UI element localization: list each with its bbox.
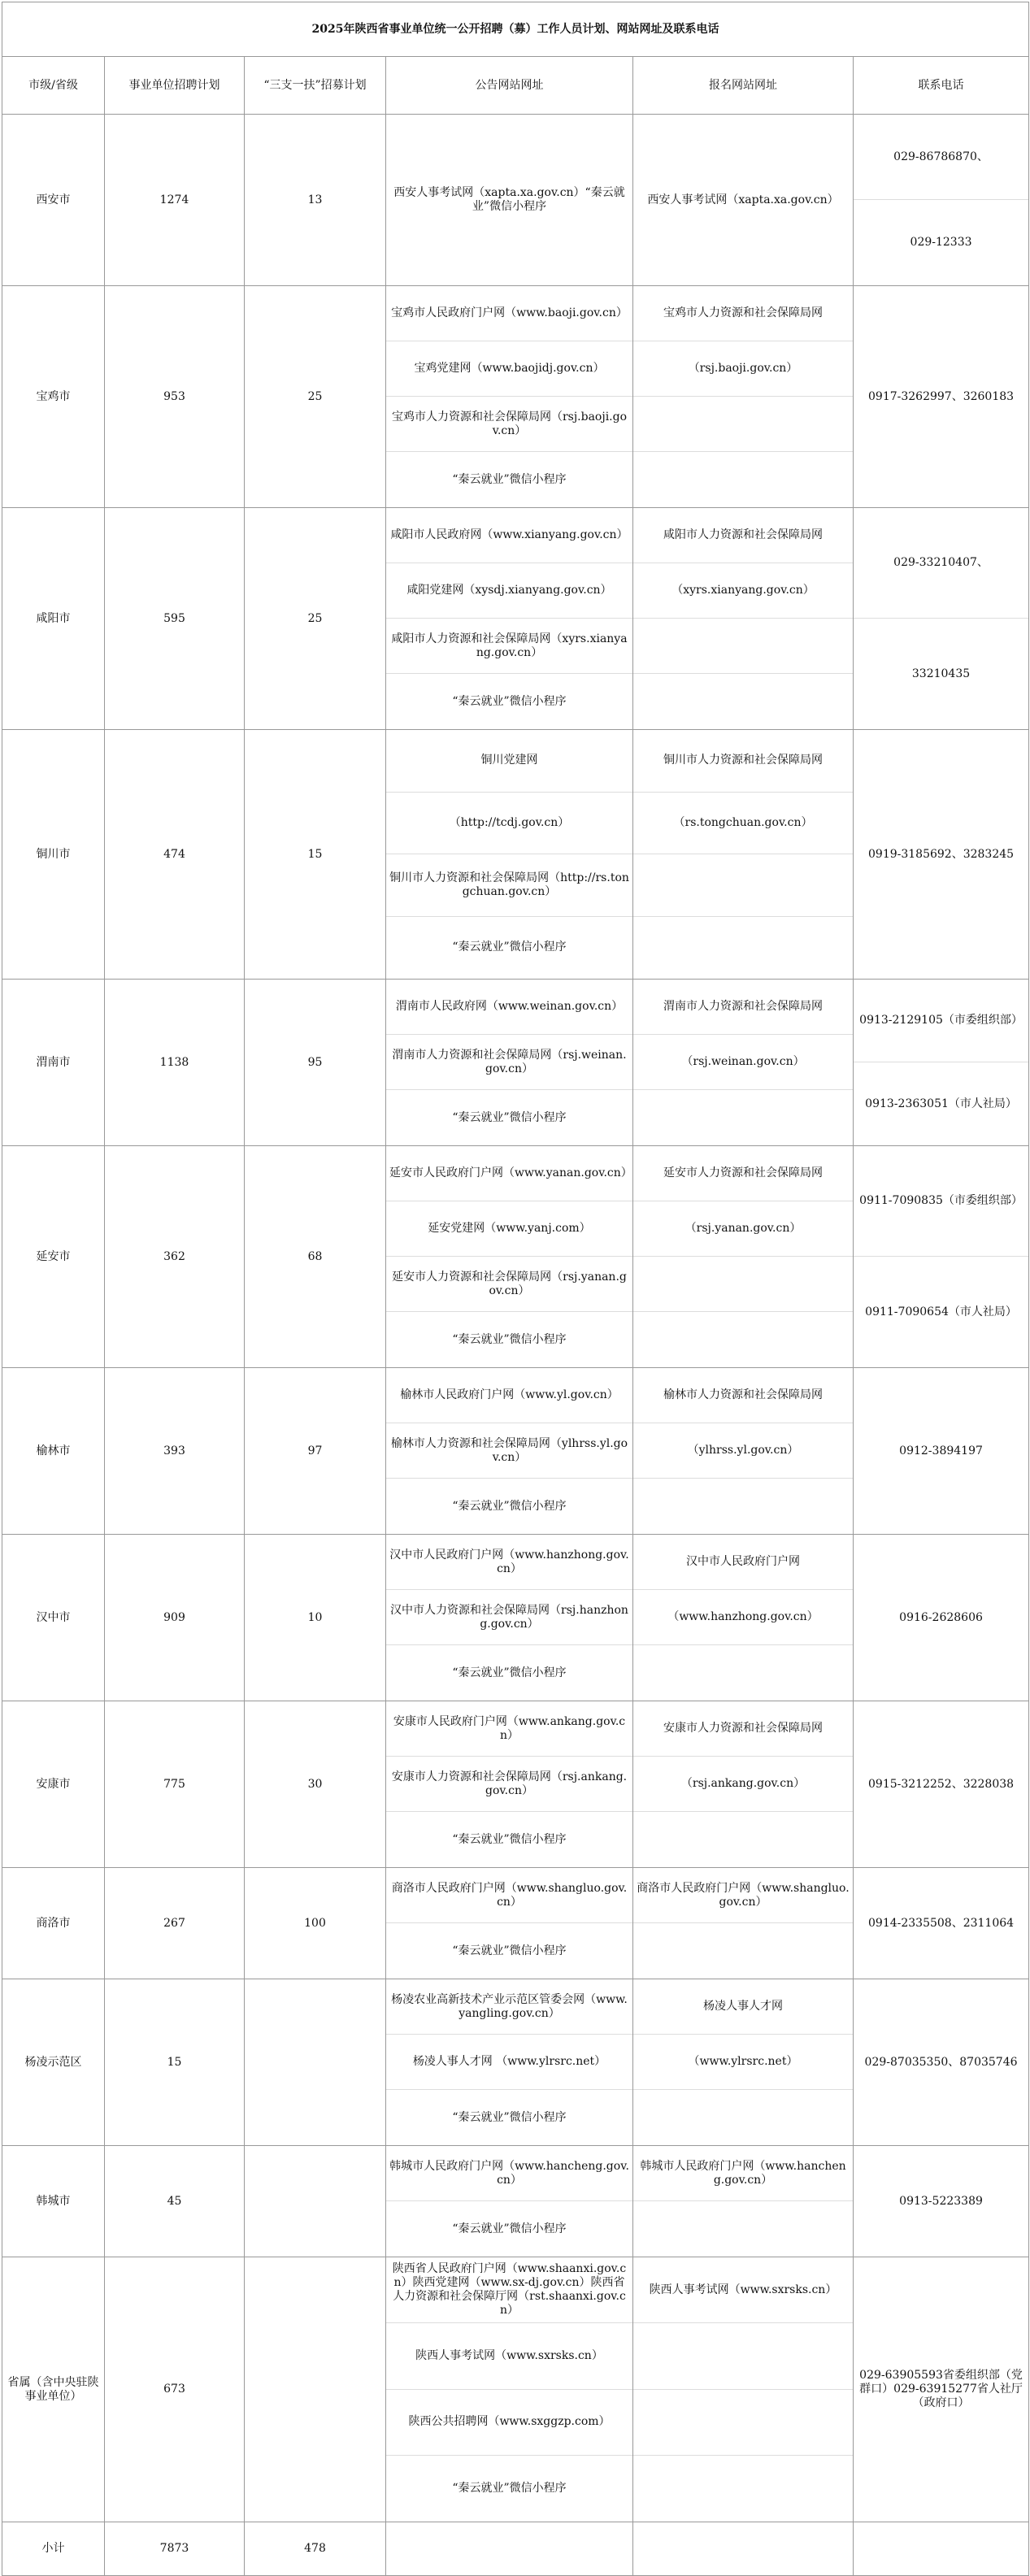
phone-cell xyxy=(854,1868,1029,1979)
phone-cell-line: 0913-2129105（市委组织部） xyxy=(854,980,1028,1062)
table-row xyxy=(2,1368,1029,1535)
plan-cell: 15 xyxy=(105,1979,245,2146)
announce-site-cell-line: 榆林市人民政府门户网（www.yl.gov.cn） xyxy=(386,1368,632,1423)
register-site-line: （ylhrss.yl.gov.cn） xyxy=(633,1423,853,1479)
sanzhi-cell: 25 xyxy=(245,286,386,508)
phone-cell-line: 029-33210407、 xyxy=(854,508,1028,619)
announce-site-cell-line: 宝鸡市人民政府门户网（www.baoji.gov.cn） xyxy=(386,286,632,341)
phone-cell-line: 0911-7090654（市人社局） xyxy=(865,1305,1017,1318)
register-site-line xyxy=(633,1923,853,1979)
register-site-line xyxy=(633,2201,853,2257)
sanzhi-cell xyxy=(245,1979,386,2146)
register-site-line xyxy=(633,1812,853,1867)
register-site-cell xyxy=(633,1146,854,1368)
announce-site-cell-line: “秦云就业”微信小程序 xyxy=(452,1499,567,1513)
announce-site-cell-line: 汉中市人力资源和社会保障局网（rsj.hanzhong.gov.cn） xyxy=(386,1590,632,1645)
city-cell: 延安市 xyxy=(2,1146,105,1368)
table-row xyxy=(2,2146,1029,2257)
plan-cell: 474 xyxy=(105,730,245,980)
register-site-line: （xyrs.xianyang.gov.cn） xyxy=(633,563,853,619)
announce-site-cell-line: “秦云就业”微信小程序 xyxy=(452,1110,567,1124)
register-site-line xyxy=(633,1257,853,1312)
total-plan: 7873 xyxy=(105,2522,245,2576)
sanzhi-cell: 30 xyxy=(245,1701,386,1868)
register-site-line xyxy=(633,397,853,452)
phone-cell xyxy=(854,115,1029,286)
announce-site-cell xyxy=(386,2257,633,2522)
city-cell: 铜川市 xyxy=(2,730,105,980)
register-site-cell xyxy=(633,1979,854,2146)
header-sanzhi: “三支一扶”招募计划 xyxy=(245,57,386,115)
announce-site-cell-line: 铜川党建网 xyxy=(386,730,632,793)
phone-cell-line: 0919-3185692、3283245 xyxy=(868,847,1015,861)
announce-site-cell-line: 延安市人民政府门户网（www.yanan.gov.cn） xyxy=(386,1146,632,1201)
announce-site-cell-line: 陕西人事考试网（www.sxrsks.cn） xyxy=(386,2323,632,2389)
announce-site-cell-line: 延安市人力资源和社会保障局网（rsj.yanan.gov.cn） xyxy=(386,1257,632,1312)
plan-cell: 673 xyxy=(105,2257,245,2522)
table-row xyxy=(2,730,1029,980)
register-site-line: （rsj.yanan.gov.cn） xyxy=(633,1201,853,1257)
register-site-cell xyxy=(633,730,854,980)
city-cell: 安康市 xyxy=(2,1701,105,1868)
plan-cell: 45 xyxy=(105,2146,245,2257)
phone-cell-line: 0913-2363051（市人社局） xyxy=(865,1097,1017,1110)
announce-site-cell-line: （http://tcdj.gov.cn） xyxy=(386,793,632,855)
total-row xyxy=(2,2522,1029,2576)
announce-site-cell-line: 杨凌农业高新技术产业示范区管委会网（www.yangling.gov.cn） xyxy=(386,1979,632,2035)
register-site-cell xyxy=(633,115,854,286)
register-site-line: 宝鸡市人力资源和社会保障局网 xyxy=(633,286,853,341)
register-site-line: 延安市人力资源和社会保障局网 xyxy=(633,1146,853,1201)
table-row xyxy=(2,1701,1029,1868)
city-cell: 咸阳市 xyxy=(2,508,105,730)
header-register-site: 报名网站网址 xyxy=(633,57,854,115)
phone-cell-line: 029-87035350、87035746 xyxy=(864,2055,1018,2069)
phone-cell xyxy=(854,1146,1029,1368)
announce-site-cell xyxy=(386,980,633,1146)
announce-site-cell-line: 安康市人民政府门户网（www.ankang.gov.cn） xyxy=(386,1701,632,1757)
announce-site-cell xyxy=(386,1868,633,1979)
announce-site-cell-line: 西安人事考试网（xapta.xa.gov.cn）“秦云就业”微信小程序 xyxy=(393,186,625,213)
phone-cell-line: 029-63905593省委组织部（党群口）029-63915277省人社厅（政府口） xyxy=(859,2369,1023,2409)
register-site-line: 渭南市人力资源和社会保障局网 xyxy=(633,980,853,1035)
register-site-line: （rsj.weinan.gov.cn） xyxy=(633,1035,853,1090)
city-cell: 榆林市 xyxy=(2,1368,105,1535)
announce-site-cell xyxy=(386,730,633,980)
plan-cell: 1274 xyxy=(105,115,245,286)
sanzhi-cell xyxy=(245,2257,386,2522)
total-empty-phone xyxy=(854,2522,1029,2576)
phone-cell xyxy=(854,1979,1029,2146)
register-site-cell xyxy=(633,1868,854,1979)
total-empty-register xyxy=(633,2522,854,2576)
register-site-cell xyxy=(633,1535,854,1701)
announce-site-cell xyxy=(386,286,633,508)
announce-site-cell-line: “秦云就业”微信小程序 xyxy=(452,2222,567,2235)
phone-cell-line: 33210435 xyxy=(911,667,971,680)
header-phone: 联系电话 xyxy=(854,57,1029,115)
plan-cell: 775 xyxy=(105,1701,245,1868)
sanzhi-cell: 13 xyxy=(245,115,386,286)
phone-cell xyxy=(854,1368,1029,1535)
announce-site-cell-line: 安康市人力资源和社会保障局网（rsj.ankang.gov.cn） xyxy=(386,1757,632,1812)
register-site-line: 咸阳市人力资源和社会保障局网 xyxy=(633,508,853,563)
announce-site-cell-line: “秦云就业”微信小程序 xyxy=(452,2110,567,2124)
phone-cell-line: 0914-2335508、2311064 xyxy=(868,1916,1015,1930)
register-site-cell xyxy=(633,2146,854,2257)
table-row xyxy=(2,1146,1029,1368)
plan-cell: 393 xyxy=(105,1368,245,1535)
register-site-line: 商洛市人民政府门户网（www.shangluo.gov.cn） xyxy=(633,1868,853,1923)
table-title: 2025年陕西省事业单位统一公开招聘（募）工作人员计划、网站网址及联系电话 xyxy=(2,2,1029,57)
sanzhi-cell xyxy=(245,2146,386,2257)
announce-site-cell-line: “秦云就业”微信小程序 xyxy=(452,472,567,486)
register-site-line: 榆林市人力资源和社会保障局网 xyxy=(633,1368,853,1423)
phone-cell-line: 029-86786870、 xyxy=(854,115,1028,200)
sanzhi-cell: 97 xyxy=(245,1368,386,1535)
announce-site-cell-line: “秦云就业”微信小程序 xyxy=(452,1332,567,1346)
table-row xyxy=(2,1979,1029,2146)
phone-cell xyxy=(854,508,1029,730)
phone-cell-line: 029-12333 xyxy=(910,236,972,249)
register-site-line xyxy=(633,2090,853,2145)
register-site-line xyxy=(633,917,853,980)
announce-site-cell xyxy=(386,1146,633,1368)
announce-site-cell xyxy=(386,508,633,730)
register-site-line: 铜川市人力资源和社会保障局网 xyxy=(633,730,853,793)
register-site-cell xyxy=(633,980,854,1146)
announce-site-cell-line: 宝鸡党建网（www.baojidj.gov.cn） xyxy=(386,341,632,397)
register-site-cell xyxy=(633,1701,854,1868)
table-row xyxy=(2,286,1029,508)
sanzhi-cell: 100 xyxy=(245,1868,386,1979)
total-label: 小计 xyxy=(2,2522,105,2576)
sanzhi-cell: 10 xyxy=(245,1535,386,1701)
total-sanzhi: 478 xyxy=(245,2522,386,2576)
table-row xyxy=(2,1535,1029,1701)
recruitment-table xyxy=(2,2,1029,2576)
announce-site-cell-line: “秦云就业”微信小程序 xyxy=(452,2481,567,2495)
announce-site-cell xyxy=(386,1701,633,1868)
register-site-line: （rs.tongchuan.gov.cn） xyxy=(633,793,853,855)
city-cell: 商洛市 xyxy=(2,1868,105,1979)
register-site-line: 杨凌人事人才网 xyxy=(633,1979,853,2035)
phone-cell-line: 0916-2628606 xyxy=(899,1610,983,1624)
phone-cell xyxy=(854,2257,1029,2522)
table-row xyxy=(2,980,1029,1146)
header-announce-site: 公告网站网址 xyxy=(386,57,633,115)
table-row xyxy=(2,1868,1029,1979)
announce-site-cell xyxy=(386,115,633,286)
announce-site-cell-line: 延安党建网（www.yanj.com） xyxy=(386,1201,632,1257)
phone-cell-line: 0912-3894197 xyxy=(899,1444,983,1457)
register-site-line: （www.hanzhong.gov.cn） xyxy=(633,1590,853,1645)
register-site-line: 陕西人事考试网（www.sxrsks.cn） xyxy=(633,2257,853,2323)
announce-site-cell-line: 宝鸡市人力资源和社会保障局网（rsj.baoji.gov.cn） xyxy=(386,397,632,452)
announce-site-cell-line: “秦云就业”微信小程序 xyxy=(452,1944,567,1957)
phone-cell-line: 0911-7090835（市委组织部） xyxy=(854,1146,1028,1257)
register-site-line: 安康市人力资源和社会保障局网 xyxy=(633,1701,853,1757)
announce-site-cell-line: 榆林市人力资源和社会保障局网（ylhrss.yl.gov.cn） xyxy=(386,1423,632,1479)
register-site-cell xyxy=(633,2257,854,2522)
plan-cell: 1138 xyxy=(105,980,245,1146)
register-site-cell xyxy=(633,286,854,508)
sanzhi-cell: 15 xyxy=(245,730,386,980)
phone-cell-line: 0915-3212252、3228038 xyxy=(868,1777,1015,1791)
announce-site-cell-line: 咸阳党建网（xysdj.xianyang.gov.cn） xyxy=(386,563,632,619)
announce-site-cell-line: 咸阳市人民政府网（www.xianyang.gov.cn） xyxy=(386,508,632,563)
plan-cell: 909 xyxy=(105,1535,245,1701)
register-site-line: （rsj.baoji.gov.cn） xyxy=(633,341,853,397)
announce-site-cell-line: 杨凌人事人才网 （www.ylrsrc.net） xyxy=(386,2035,632,2090)
plan-cell: 362 xyxy=(105,1146,245,1368)
announce-site-cell-line: “秦云就业”微信小程序 xyxy=(452,1832,567,1846)
register-site-line xyxy=(633,1312,853,1367)
announce-site-cell-line: 铜川市人力资源和社会保障局网（http://rs.tongchuan.gov.cn） xyxy=(386,854,632,917)
register-site-line: 汉中市人民政府门户网 xyxy=(633,1535,853,1590)
table-row xyxy=(2,2257,1029,2522)
announce-site-cell xyxy=(386,2146,633,2257)
city-cell: 宝鸡市 xyxy=(2,286,105,508)
register-site-line xyxy=(633,854,853,917)
register-site-cell xyxy=(633,1368,854,1535)
table-row xyxy=(2,115,1029,286)
phone-cell xyxy=(854,730,1029,980)
announce-site-cell-line: 渭南市人民政府网（www.weinan.gov.cn） xyxy=(386,980,632,1035)
announce-site-cell-line: “秦云就业”微信小程序 xyxy=(452,694,567,708)
register-site-line xyxy=(633,2323,853,2389)
register-site-cell xyxy=(633,508,854,730)
register-site-line xyxy=(633,2390,853,2456)
register-site-line: 西安人事考试网（xapta.xa.gov.cn） xyxy=(647,193,839,206)
phone-cell xyxy=(854,2146,1029,2257)
plan-cell: 595 xyxy=(105,508,245,730)
announce-site-cell-line: “秦云就业”微信小程序 xyxy=(452,1666,567,1679)
sanzhi-cell: 25 xyxy=(245,508,386,730)
total-empty-announce xyxy=(386,2522,633,2576)
register-site-line xyxy=(633,674,853,729)
announce-site-cell xyxy=(386,1979,633,2146)
header-plan: 事业单位招聘计划 xyxy=(105,57,245,115)
register-site-line xyxy=(633,619,853,674)
phone-cell-line: 0913-5223389 xyxy=(899,2194,983,2208)
plan-cell: 953 xyxy=(105,286,245,508)
sanzhi-cell: 68 xyxy=(245,1146,386,1368)
table-row xyxy=(2,508,1029,730)
header-city: 市级/省级 xyxy=(2,57,105,115)
phone-cell xyxy=(854,1535,1029,1701)
announce-site-cell-line: 汉中市人民政府门户网（www.hanzhong.gov.cn） xyxy=(386,1535,632,1590)
plan-cell: 267 xyxy=(105,1868,245,1979)
announce-site-cell xyxy=(386,1535,633,1701)
register-site-line xyxy=(633,2456,853,2522)
phone-cell xyxy=(854,1701,1029,1868)
city-cell: 韩城市 xyxy=(2,2146,105,2257)
announce-site-cell-line: 陕西公共招聘网（www.sxggzp.com） xyxy=(386,2390,632,2456)
register-site-line xyxy=(633,1479,853,1534)
sanzhi-cell: 95 xyxy=(245,980,386,1146)
announce-site-cell-line: 商洛市人民政府门户网（www.shangluo.gov.cn） xyxy=(386,1868,632,1923)
phone-cell xyxy=(854,286,1029,508)
phone-cell-line: 0917-3262997、3260183 xyxy=(868,389,1015,403)
city-cell: 西安市 xyxy=(2,115,105,286)
phone-cell xyxy=(854,980,1029,1146)
announce-site-cell-line: 陕西省人民政府门户网（www.shaanxi.gov.cn）陕西党建网（www.sx-dj.gov.cn）陕西省人力资源和社会保障厅网（rst.shaanxi.gov.cn） xyxy=(386,2257,632,2323)
announce-site-cell xyxy=(386,1368,633,1535)
register-site-line xyxy=(633,452,853,507)
announce-site-cell-line: 咸阳市人力资源和社会保障局网（xyrs.xianyang.gov.cn） xyxy=(386,619,632,674)
announce-site-cell-line: 韩城市人民政府门户网（www.hancheng.gov.cn） xyxy=(386,2146,632,2201)
register-site-line: （www.ylrsrc.net） xyxy=(633,2035,853,2090)
register-site-line xyxy=(633,1645,853,1701)
city-cell: 渭南市 xyxy=(2,980,105,1146)
city-cell: 杨凌示范区 xyxy=(2,1979,105,2146)
city-cell: 汉中市 xyxy=(2,1535,105,1701)
register-site-line: （rsj.ankang.gov.cn） xyxy=(633,1757,853,1812)
announce-site-cell-line: “秦云就业”微信小程序 xyxy=(452,940,567,954)
announce-site-cell-line: 渭南市人力资源和社会保障局网（rsj.weinan.gov.cn） xyxy=(386,1035,632,1090)
register-site-line: 韩城市人民政府门户网（www.hancheng.gov.cn） xyxy=(633,2146,853,2201)
city-cell: 省属（含中央驻陕事业单位） xyxy=(2,2257,105,2522)
register-site-line xyxy=(633,1090,853,1145)
